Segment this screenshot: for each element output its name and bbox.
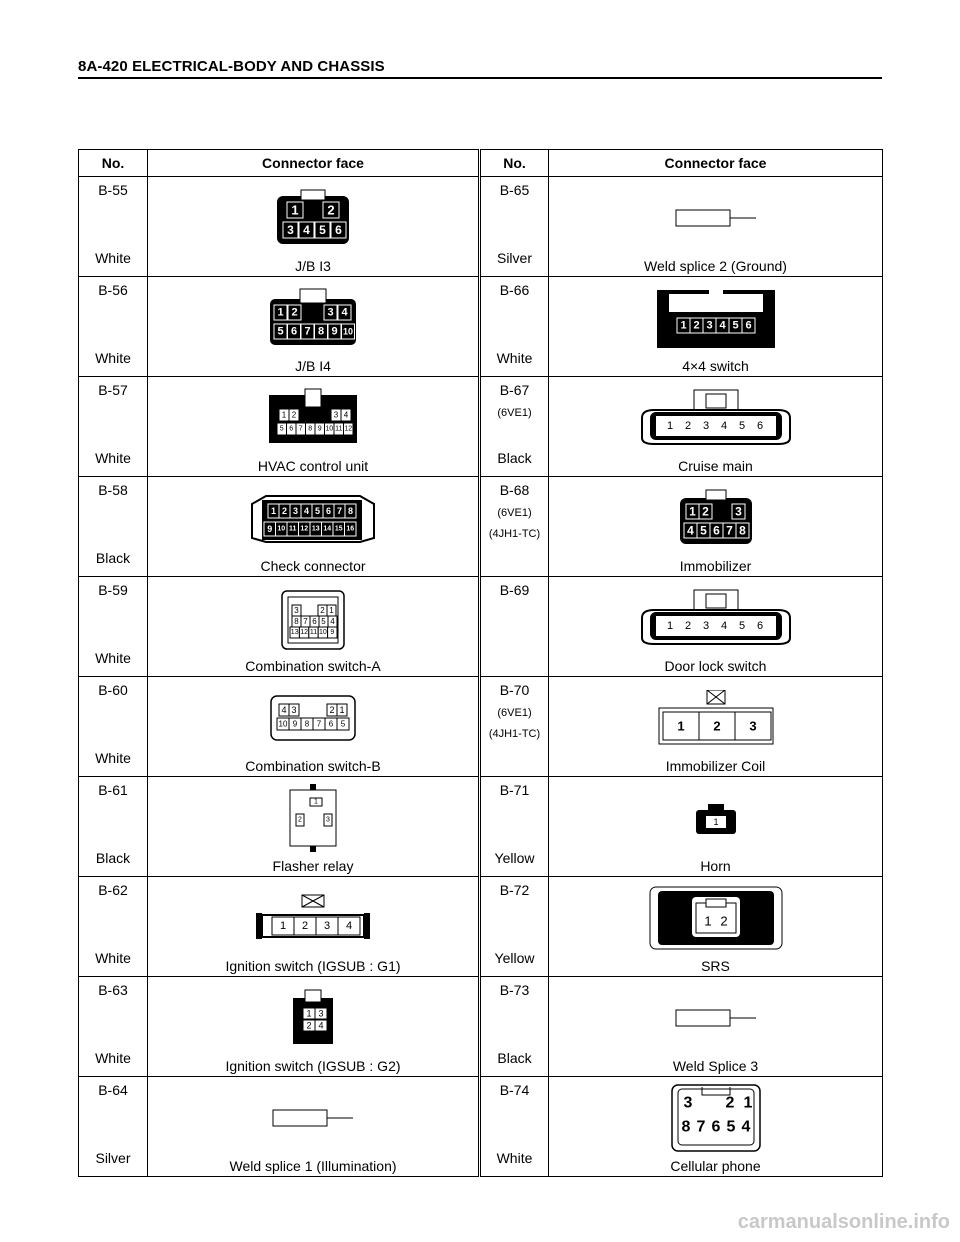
connector-caption: Immobilizer Coil xyxy=(665,758,766,774)
connector-caption: Immobilizer xyxy=(679,558,752,574)
svg-text:2: 2 xyxy=(320,606,325,615)
connector-6pin-oval-icon xyxy=(549,587,882,649)
connector-caption: 4×4 switch xyxy=(682,358,749,374)
connector-color: White xyxy=(496,1150,533,1166)
table-row xyxy=(79,277,883,377)
connector-color: Silver xyxy=(95,1150,131,1166)
connector-face-cell xyxy=(148,377,480,477)
svg-text:8: 8 xyxy=(347,506,354,516)
connector-number-cell xyxy=(480,1077,549,1177)
connector-number: B-72 xyxy=(499,882,530,898)
svg-text:11: 11 xyxy=(335,425,343,433)
table-row xyxy=(79,977,883,1077)
svg-text:3: 3 xyxy=(287,223,294,237)
svg-text:5: 5 xyxy=(279,425,284,433)
svg-text:8: 8 xyxy=(294,617,299,626)
connector-caption: Ignition switch (IGSUB : G1) xyxy=(225,958,401,974)
connector-number-cell xyxy=(480,977,549,1077)
connector-face-cell xyxy=(148,177,480,277)
svg-text:12: 12 xyxy=(300,629,308,636)
svg-text:3: 3 xyxy=(291,705,297,715)
connector-number-cell xyxy=(79,577,148,677)
connector-color: Yellow xyxy=(494,950,535,966)
svg-text:5: 5 xyxy=(699,523,707,538)
connector-number: B-73 xyxy=(499,982,530,998)
svg-text:9: 9 xyxy=(331,325,338,338)
connector-caption: Ignition switch (IGSUB : G2) xyxy=(225,1058,401,1074)
svg-text:11: 11 xyxy=(289,525,297,533)
table-row xyxy=(79,677,883,777)
connector-face-cell xyxy=(148,1077,480,1177)
svg-text:8: 8 xyxy=(304,719,310,729)
svg-text:5: 5 xyxy=(314,506,321,516)
svg-text:6: 6 xyxy=(756,620,763,632)
connector-face-cell xyxy=(148,877,480,977)
connector-number: B-58 xyxy=(98,482,128,498)
connector-number: B-61 xyxy=(98,782,128,798)
weld-splice-icon xyxy=(549,987,882,1049)
svg-text:1: 1 xyxy=(676,718,685,734)
connector-color: Black xyxy=(497,450,532,466)
svg-text:1: 1 xyxy=(688,504,696,519)
svg-text:2: 2 xyxy=(719,913,728,929)
svg-text:9: 9 xyxy=(317,425,322,433)
svg-text:1: 1 xyxy=(329,606,334,615)
svg-text:12: 12 xyxy=(344,425,353,433)
svg-text:1: 1 xyxy=(281,410,287,420)
connector-number: B-55 xyxy=(98,182,128,198)
svg-text:4: 4 xyxy=(718,319,726,332)
connector-number-cell xyxy=(480,177,549,277)
connector-caption: Flasher relay xyxy=(272,858,354,874)
svg-text:2: 2 xyxy=(684,420,691,432)
connector-caption: Cruise main xyxy=(678,458,753,474)
svg-text:7: 7 xyxy=(696,1118,705,1136)
connector-face-cell xyxy=(148,577,480,677)
connector-color: White xyxy=(95,250,131,266)
svg-text:5: 5 xyxy=(738,420,745,432)
svg-text:5: 5 xyxy=(319,223,326,237)
connector-color: White xyxy=(95,450,131,466)
svg-text:5: 5 xyxy=(738,620,745,632)
svg-text:2: 2 xyxy=(725,1094,734,1112)
table-row xyxy=(79,177,883,277)
svg-text:6: 6 xyxy=(312,617,317,626)
svg-text:4: 4 xyxy=(330,617,335,626)
svg-text:6: 6 xyxy=(744,319,752,332)
svg-text:3: 3 xyxy=(327,306,334,319)
svg-text:3: 3 xyxy=(734,504,742,519)
svg-text:6: 6 xyxy=(325,506,332,516)
connector-color: Yellow xyxy=(494,850,535,866)
svg-text:6: 6 xyxy=(756,420,763,432)
watermark: carmanualsonline.info xyxy=(737,1211,950,1233)
connector-caption: Check connector xyxy=(260,558,366,574)
svg-text:1: 1 xyxy=(666,420,673,432)
table-row xyxy=(79,877,883,977)
svg-text:2: 2 xyxy=(327,202,335,218)
connector-color: White xyxy=(95,1050,131,1066)
connector-color: White xyxy=(95,650,131,666)
connector-number-cell xyxy=(79,777,148,877)
connector-face-cell xyxy=(148,777,480,877)
svg-text:9: 9 xyxy=(267,524,273,534)
table-row xyxy=(79,577,883,677)
connector-1pin-icon xyxy=(549,787,882,849)
svg-text:4: 4 xyxy=(318,1020,324,1031)
connector-10pin-b-icon xyxy=(148,687,478,749)
header-divider xyxy=(78,77,882,79)
svg-text:8: 8 xyxy=(317,325,325,338)
connector-face-cell xyxy=(549,977,883,1077)
connector-number-cell xyxy=(79,877,148,977)
connector-number-cell xyxy=(79,677,148,777)
connector-6pin-icon xyxy=(148,187,478,249)
svg-text:6: 6 xyxy=(712,523,720,538)
svg-text:1: 1 xyxy=(279,920,287,932)
connector-number: B-66 xyxy=(499,282,530,298)
svg-text:10: 10 xyxy=(342,326,354,337)
connector-face-cell xyxy=(549,377,883,477)
svg-text:3: 3 xyxy=(333,410,339,420)
connector-caption: HVAC control unit xyxy=(257,458,369,474)
svg-text:1: 1 xyxy=(306,1008,312,1019)
svg-text:2: 2 xyxy=(684,620,691,632)
connector-number: B-63 xyxy=(98,982,128,998)
svg-text:1: 1 xyxy=(314,798,318,806)
svg-text:3: 3 xyxy=(702,420,709,432)
svg-text:13: 13 xyxy=(290,629,299,636)
connector-color: Black xyxy=(497,1050,532,1066)
svg-text:2: 2 xyxy=(291,410,297,420)
connector-4pin-icon xyxy=(148,887,478,949)
svg-text:2: 2 xyxy=(306,1020,312,1031)
svg-text:6: 6 xyxy=(289,425,294,433)
svg-text:2: 2 xyxy=(701,504,709,519)
connector-number: B-74 xyxy=(499,1082,530,1098)
connector-face-cell xyxy=(549,1077,883,1177)
connector-number-cell xyxy=(480,877,549,977)
svg-text:6: 6 xyxy=(328,719,334,729)
svg-text:10: 10 xyxy=(278,719,288,729)
svg-text:7: 7 xyxy=(725,523,733,538)
svg-text:4: 4 xyxy=(720,620,727,632)
svg-text:4: 4 xyxy=(686,523,694,538)
connector-number-cell xyxy=(79,277,148,377)
connector-12pin-icon xyxy=(148,387,478,449)
svg-text:7: 7 xyxy=(336,506,343,516)
connector-face-cell xyxy=(148,677,480,777)
connector-number: B-68 xyxy=(499,482,530,498)
connector-face-cell xyxy=(549,677,883,777)
connector-caption: Weld splice 2 (Ground) xyxy=(644,258,787,274)
svg-text:3: 3 xyxy=(705,319,713,332)
svg-text:4: 4 xyxy=(720,420,727,432)
svg-text:2: 2 xyxy=(291,306,298,319)
svg-text:10: 10 xyxy=(325,425,334,433)
engine-note: (6VE1) xyxy=(497,707,532,719)
svg-text:6: 6 xyxy=(711,1118,720,1136)
svg-text:5: 5 xyxy=(321,617,326,626)
header-connector-face: Connector face xyxy=(148,150,480,177)
connector-caption: Combination switch-B xyxy=(245,758,381,774)
connector-number: B-62 xyxy=(98,882,128,898)
connector-number-cell xyxy=(480,677,549,777)
svg-text:1: 1 xyxy=(666,620,673,632)
connector-color: White xyxy=(496,350,533,366)
svg-text:8: 8 xyxy=(308,425,313,433)
connector-number: B-67 xyxy=(499,382,530,398)
connector-6pin-row-icon xyxy=(549,287,882,349)
svg-text:9: 9 xyxy=(292,719,298,729)
connector-8pin-large-icon xyxy=(549,1087,882,1149)
svg-text:1: 1 xyxy=(277,306,284,319)
svg-text:2: 2 xyxy=(298,816,302,824)
svg-text:11: 11 xyxy=(309,629,318,636)
svg-text:10: 10 xyxy=(277,525,286,533)
connector-10pin-icon xyxy=(148,287,478,349)
svg-text:5: 5 xyxy=(340,719,346,729)
connector-4pin-square-icon xyxy=(148,987,478,1049)
connector-caption: J/B I4 xyxy=(295,358,331,374)
connector-color: White xyxy=(95,350,131,366)
connector-number: B-59 xyxy=(98,582,128,598)
svg-text:1: 1 xyxy=(703,913,712,929)
connector-16pin-icon xyxy=(148,487,478,549)
svg-text:5: 5 xyxy=(726,1118,735,1136)
connector-face-cell xyxy=(549,477,883,577)
connector-number: B-57 xyxy=(98,382,128,398)
svg-text:3: 3 xyxy=(318,1008,324,1019)
svg-text:4: 4 xyxy=(281,705,287,715)
connector-caption: Weld splice 1 (Illumination) xyxy=(229,1158,397,1174)
connector-number-cell xyxy=(79,377,148,477)
svg-text:2: 2 xyxy=(712,718,721,734)
connector-number-cell xyxy=(480,277,549,377)
connector-number: B-56 xyxy=(98,282,128,298)
connector-color: Black xyxy=(95,850,131,866)
connector-number-cell xyxy=(480,777,549,877)
connector-number: B-69 xyxy=(499,582,530,598)
svg-text:12: 12 xyxy=(300,525,309,533)
table-row xyxy=(79,1077,883,1177)
relay-3pin-icon xyxy=(148,787,478,849)
table-row xyxy=(79,477,883,577)
svg-text:16: 16 xyxy=(346,525,355,533)
connector-face-cell xyxy=(549,177,883,277)
svg-text:1: 1 xyxy=(743,1094,752,1112)
connector-caption: SRS xyxy=(701,958,730,974)
svg-text:7: 7 xyxy=(316,719,322,729)
connector-number: B-71 xyxy=(499,782,530,798)
connector-face-cell xyxy=(549,777,883,877)
svg-text:4: 4 xyxy=(303,223,310,237)
connector-number-cell xyxy=(480,577,549,677)
connector-number-cell xyxy=(79,977,148,1077)
connector-caption: J/B I3 xyxy=(295,258,331,274)
header-connector-face: Connector face xyxy=(549,150,883,177)
svg-text:10: 10 xyxy=(319,629,327,636)
connector-face-cell xyxy=(148,977,480,1077)
connector-13pin-icon xyxy=(148,587,478,649)
connector-color: Silver xyxy=(496,250,532,266)
svg-text:7: 7 xyxy=(298,425,303,433)
table-row xyxy=(79,377,883,477)
svg-text:3: 3 xyxy=(326,816,330,824)
svg-text:4: 4 xyxy=(341,306,348,319)
connector-number-cell xyxy=(79,477,148,577)
connector-number-cell xyxy=(480,477,549,577)
connector-number: B-70 xyxy=(499,682,530,698)
connector-face-cell xyxy=(549,877,883,977)
connector-2pin-srs-icon xyxy=(549,887,882,949)
connector-number-cell xyxy=(480,377,549,477)
svg-text:2: 2 xyxy=(329,705,335,715)
header-no: No. xyxy=(79,150,148,177)
svg-text:4: 4 xyxy=(343,410,349,420)
svg-text:3: 3 xyxy=(702,620,709,632)
connector-color: White xyxy=(95,750,131,766)
svg-text:9: 9 xyxy=(330,629,335,636)
svg-text:4: 4 xyxy=(345,920,353,932)
engine-note: (4JH1-TC) xyxy=(488,728,541,740)
svg-text:6: 6 xyxy=(335,223,342,237)
connector-number-cell xyxy=(79,177,148,277)
svg-text:1: 1 xyxy=(712,817,719,827)
engine-note: (6VE1) xyxy=(497,507,532,519)
connector-face-cell xyxy=(549,277,883,377)
connector-color: White xyxy=(95,950,131,966)
svg-text:3: 3 xyxy=(323,920,331,932)
engine-note: (6VE1) xyxy=(497,407,532,419)
svg-text:4: 4 xyxy=(303,506,310,516)
connector-caption: Door lock switch xyxy=(664,658,767,674)
svg-text:1: 1 xyxy=(679,319,687,332)
table-header-row xyxy=(79,150,883,177)
connector-face-cell xyxy=(549,577,883,677)
connector-number: B-60 xyxy=(98,682,128,698)
header-no: No. xyxy=(480,150,549,177)
svg-text:14: 14 xyxy=(323,525,332,533)
connector-3pin-icon xyxy=(549,687,882,749)
connector-caption: Weld Splice 3 xyxy=(672,1058,759,1074)
svg-text:6: 6 xyxy=(290,325,298,338)
svg-text:13: 13 xyxy=(311,525,320,533)
svg-text:7: 7 xyxy=(304,325,311,338)
weld-splice-icon xyxy=(148,1087,478,1149)
svg-text:4: 4 xyxy=(741,1118,750,1136)
connector-face-cell xyxy=(148,477,480,577)
connector-8pin-icon xyxy=(549,487,882,549)
connector-caption: Combination switch-A xyxy=(245,658,381,674)
svg-text:3: 3 xyxy=(683,1094,692,1112)
svg-text:15: 15 xyxy=(334,525,343,533)
svg-text:1: 1 xyxy=(339,705,345,715)
connector-face-cell xyxy=(148,277,480,377)
svg-text:8: 8 xyxy=(681,1118,690,1136)
svg-text:5: 5 xyxy=(731,319,739,332)
connector-number: B-64 xyxy=(98,1082,128,1098)
svg-text:1: 1 xyxy=(291,202,299,218)
svg-text:3: 3 xyxy=(292,506,299,516)
svg-text:2: 2 xyxy=(281,506,288,516)
weld-splice-icon xyxy=(549,187,882,249)
connector-color: Black xyxy=(95,550,131,566)
svg-text:5: 5 xyxy=(277,325,284,338)
connector-table xyxy=(78,149,883,1177)
connector-caption: Cellular phone xyxy=(670,1158,761,1174)
connector-6pin-oval-icon xyxy=(549,387,882,449)
connector-caption: Horn xyxy=(700,858,731,874)
svg-text:2: 2 xyxy=(692,319,700,332)
svg-text:3: 3 xyxy=(748,718,757,734)
svg-text:7: 7 xyxy=(303,617,308,626)
svg-text:1: 1 xyxy=(270,506,277,516)
connector-number-cell xyxy=(79,1077,148,1177)
svg-text:3: 3 xyxy=(294,606,299,615)
table-row xyxy=(79,777,883,877)
page-header: 8A-420 ELECTRICAL-BODY AND CHASSIS xyxy=(78,58,385,75)
engine-note: (4JH1-TC) xyxy=(488,528,541,540)
connector-number: B-65 xyxy=(499,182,530,198)
svg-text:8: 8 xyxy=(738,523,746,538)
svg-text:2: 2 xyxy=(301,920,309,932)
